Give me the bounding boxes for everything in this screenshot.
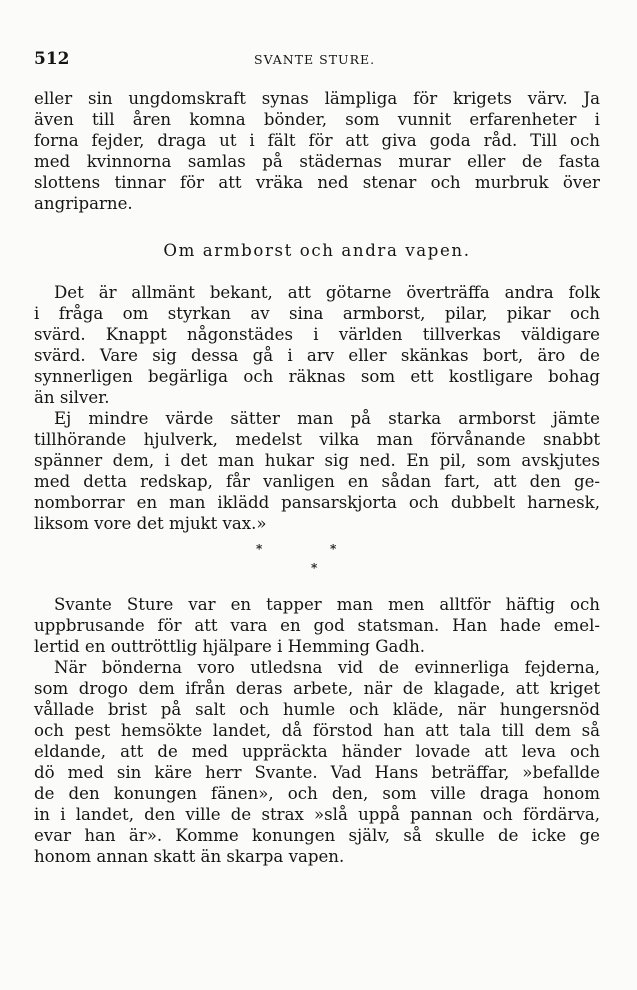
paragraph	[34, 88, 600, 214]
text-line: angriparne.	[34, 194, 133, 213]
asterisk: *	[330, 542, 337, 556]
text-line: eldande, att de med uppräckta händer lovade att leva och	[34, 742, 600, 761]
text-line: än silver.	[34, 388, 110, 407]
text-line: Ej mindre värde sätter man på starka armborst jämte	[54, 409, 600, 428]
text-line: som drogo dem ifrån deras arbete, när de klagade, att kriget	[34, 679, 600, 698]
text-line: slottens tinnar för att vräka ned stenar och murbruk över	[34, 173, 600, 192]
text-line: med kvinnorna samlas på städernas murar eller de fasta	[34, 152, 600, 171]
paragraph	[34, 657, 600, 867]
page-number: 512	[34, 49, 70, 69]
text-line: Det är allmänt bekant, att götarne överträffa andra folk	[54, 283, 600, 302]
text-line: i fråga om styrkan av sina armborst, pilar, pikar och	[34, 304, 600, 323]
text-line: svärd. Vare sig dessa gå i arv eller skänkas bort, äro de	[34, 346, 600, 365]
text-line: evar han är». Komme konungen själv, så skulle de icke ge	[34, 826, 600, 845]
section-separator	[34, 534, 600, 594]
paragraph	[34, 408, 600, 534]
paragraph	[34, 594, 600, 657]
text-line: lertid en outtröttlig hjälpare i Hemming Gadh.	[34, 637, 426, 656]
text-line: Svante Sture var en tapper man men alltför häftig och	[54, 595, 600, 614]
text-line: även till åren komna bönder, som vunnit erfarenheter i	[34, 110, 600, 129]
text-line: och pest hemsökte landet, då förstod han att tala till dem så	[34, 721, 600, 740]
text-line: forna fejder, draga ut i fält för att giva goda råd. Till och	[34, 131, 600, 150]
text-line: dö med sin käre herr Svante. Vad Hans beträffar, »befallde	[34, 763, 600, 782]
text-line: med detta redskap, får vanligen en sådan fart, att den ge-	[34, 472, 600, 491]
text-line: liksom vore det mjukt vax.»	[34, 514, 267, 533]
text-line: När bönderna voro utledsna vid de evinnerliga fejderna,	[54, 658, 600, 677]
page-header	[34, 49, 603, 73]
paragraph	[34, 282, 600, 408]
text-line: nomborrar en man iklädd pansarskjorta och dubbelt harnesk,	[34, 493, 600, 512]
text-line: in i landet, den ville de strax »slå uppå pannan och fördärva,	[34, 805, 600, 824]
text-line: honom annan skatt än skarpa vapen.	[34, 847, 345, 866]
text-line: eller sin ungdomskraft synas lämpliga för krigets värv. Ja	[34, 89, 600, 108]
section-heading: Om armborst och andra vapen.	[163, 241, 471, 260]
text-line: spänner dem, i det man hukar sig ned. En pil, som avskjutes	[34, 451, 600, 470]
text-line: vållade brist på salt och humle och kläde, när hungersnöd	[34, 700, 600, 719]
running-title: SVANTE STURE.	[254, 52, 376, 67]
text-line: synnerligen begärliga och räknas som ett kostligare bohag	[34, 367, 600, 386]
text-line: uppbrusande för att vara en god statsman. Han hade emel-	[34, 616, 600, 635]
text-line: tillhörande hjulverk, medelst vilka man förvånande snabbt	[34, 430, 600, 449]
text-line: de den konungen fänen», och den, som ville draga honom	[34, 784, 600, 803]
body-text	[34, 88, 600, 867]
asterisk: *	[311, 561, 318, 575]
text-line: svärd. Knappt någonstädes i världen tillverkas väldigare	[34, 325, 600, 344]
asterisk: *	[256, 542, 263, 556]
